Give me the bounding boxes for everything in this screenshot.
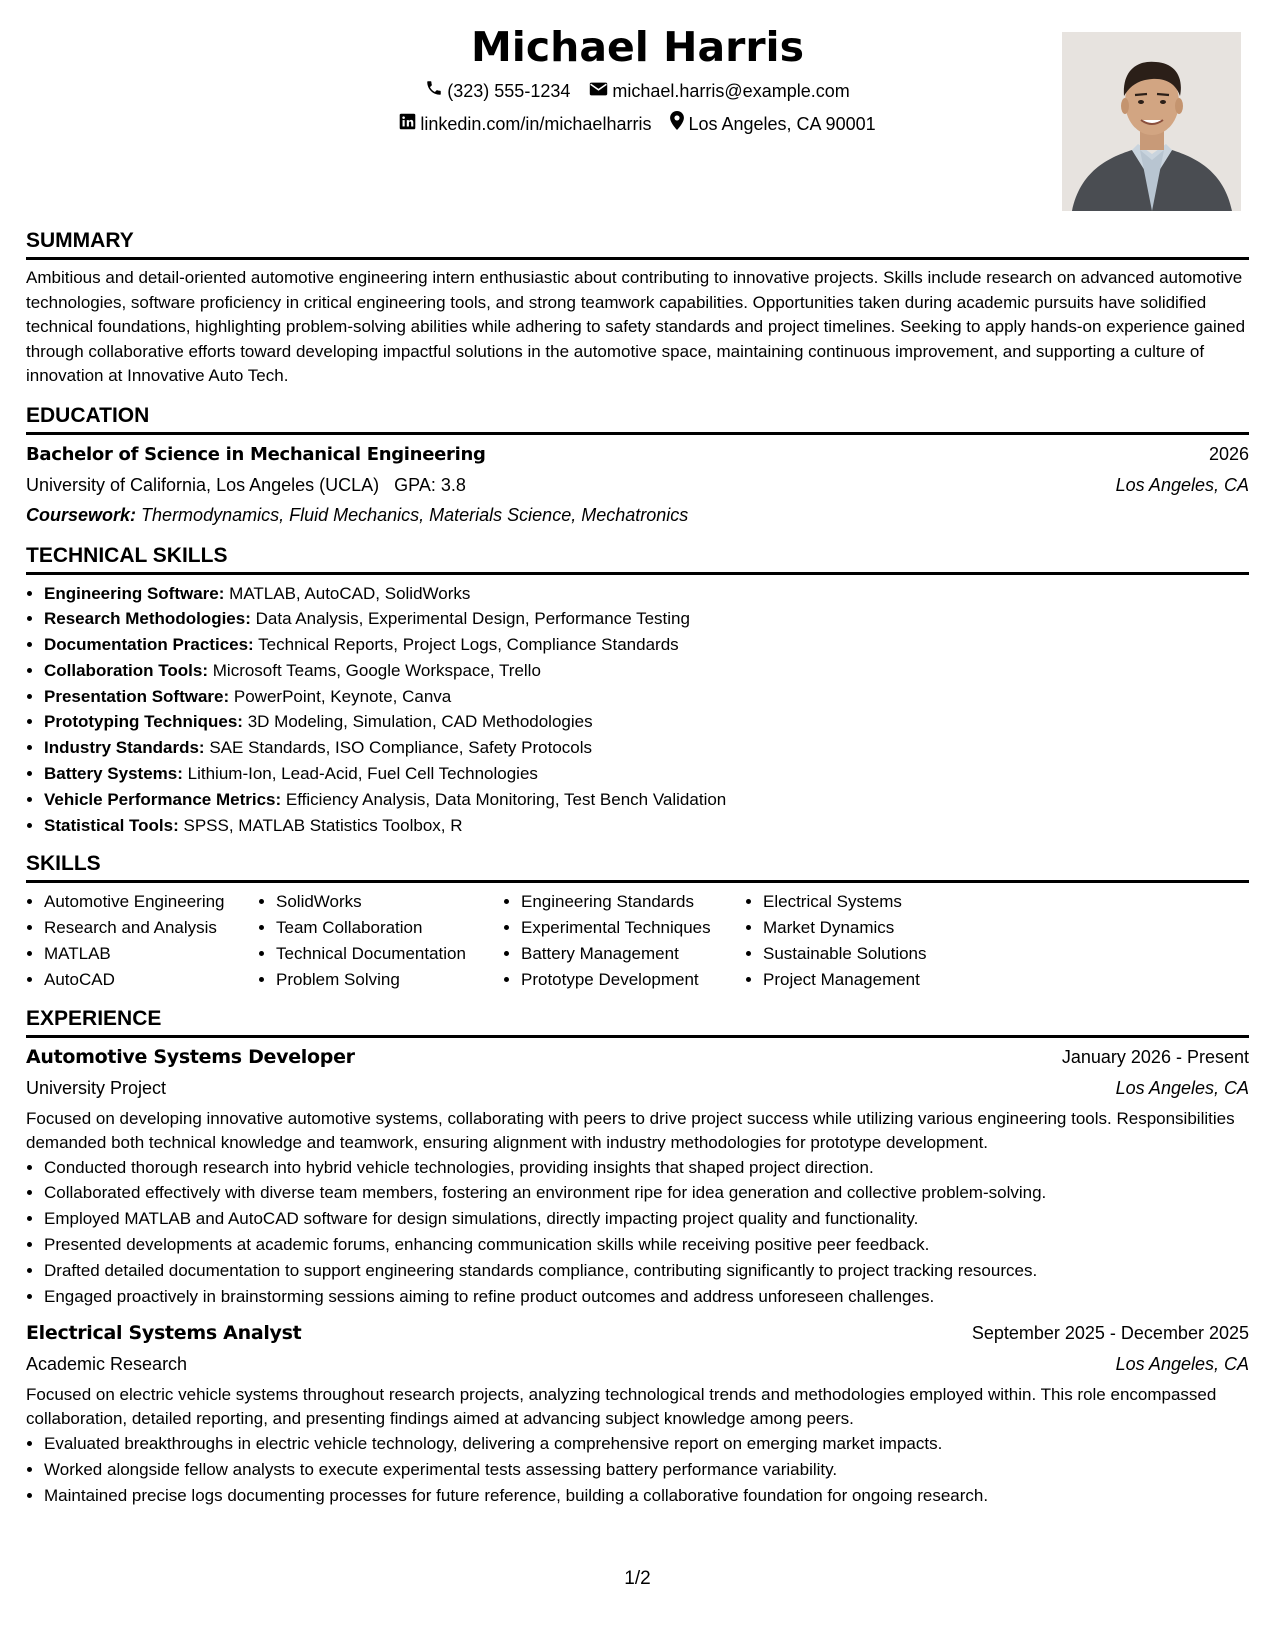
- resume-header: [26, 20, 1249, 216]
- list-item: • Battery Management: [521, 941, 745, 967]
- school-location: Los Angeles, CA: [1115, 474, 1249, 495]
- skills-column: [258, 889, 503, 992]
- location-text: Los Angeles, CA 90001: [688, 113, 876, 134]
- skills-column: [503, 889, 745, 992]
- phone-icon: [425, 79, 447, 103]
- experience-heading: EXPERIENCE: [26, 1006, 1249, 1038]
- linkedin-icon: [399, 112, 420, 136]
- phone-number: (323) 555-1234: [447, 81, 571, 101]
- list-item: • Sustainable Solutions: [763, 941, 1003, 967]
- skill-value: Microsoft Teams, Google Workspace, Trello: [212, 660, 541, 680]
- job-dates: September 2025 - December 2025: [971, 1323, 1249, 1344]
- list-item: [44, 813, 1249, 839]
- skill-label: Industry Standards:: [44, 738, 205, 758]
- list-item: • Project Management: [763, 967, 1003, 993]
- list-item: [44, 761, 1249, 787]
- list-item: • Market Dynamics: [763, 915, 1003, 941]
- list-item: • Automotive Engineering: [44, 889, 258, 915]
- job-bullets: [26, 1155, 1249, 1310]
- list-item: • Evaluated breakthroughs in electric vehicle technology, delivering a comprehensive report on emerging market impacts.: [44, 1431, 1249, 1457]
- list-item: • MATLAB: [44, 941, 258, 967]
- job-entry: [26, 1317, 1249, 1508]
- list-item: [44, 658, 1249, 684]
- degree-title: Bachelor of Science in Mechanical Engineering: [26, 443, 486, 465]
- summary-heading: SUMMARY: [26, 228, 1249, 260]
- skill-label: Statistical Tools:: [44, 815, 179, 835]
- list-item: • Problem Solving: [276, 967, 503, 993]
- education-heading: EDUCATION: [26, 403, 1249, 435]
- list-item: • Maintained precise logs documenting processes for future reference, building a collaborative foundation for ongoing research.: [44, 1483, 1249, 1509]
- email-address[interactable]: michael.harris@example.com: [612, 81, 850, 101]
- list-item: [44, 606, 1249, 632]
- phone-contact: [425, 79, 570, 103]
- gpa: GPA: 3.8: [394, 474, 466, 495]
- map-pin-icon: [670, 111, 688, 136]
- page-number: 1/2: [624, 1568, 651, 1589]
- list-item: • Electrical Systems: [763, 889, 1003, 915]
- list-item: • Engaged proactively in brainstorming sessions aiming to refine product outcomes and address unforeseen challenges.: [44, 1284, 1249, 1310]
- skill-value: PowerPoint, Keynote, Canva: [233, 686, 452, 706]
- skills-heading: SKILLS: [26, 851, 1249, 883]
- skill-value: Lithium-Ion, Lead-Acid, Fuel Cell Technologies: [187, 764, 538, 784]
- list-item: • Drafted detailed documentation to support engineering standards compliance, contributing significantly to project tracking resources.: [44, 1258, 1249, 1284]
- job-location: Los Angeles, CA: [1115, 1077, 1249, 1098]
- job-organization: University Project: [26, 1077, 167, 1098]
- graduation-year: 2026: [1208, 443, 1249, 464]
- job-bullets: [26, 1431, 1249, 1508]
- skill-label: Documentation Practices:: [44, 635, 254, 655]
- school-line: [26, 470, 466, 500]
- job-description: Focused on developing innovative automotive systems, collaborating with peers to drive project success while utilizing various engineering tools. Responsibilities demanded both technical knowledge and teamwork, ensuring alignment with industry methodologies for prototype development.: [26, 1108, 1235, 1152]
- list-item: [44, 709, 1249, 735]
- skill-label: Prototyping Techniques:: [44, 712, 243, 732]
- list-item: • Presented developments at academic forums, enhancing communication skills while receiving positive peer feedback.: [44, 1232, 1249, 1258]
- job-organization: Academic Research: [26, 1354, 188, 1375]
- skill-value: 3D Modeling, Simulation, CAD Methodologies: [247, 712, 593, 732]
- skill-value: MATLAB, AutoCAD, SolidWorks: [229, 583, 471, 603]
- school-name: University of California, Los Angeles (UCLA): [26, 474, 380, 495]
- list-item: • Employed MATLAB and AutoCAD software for design simulations, directly impacting project quality and functionality.: [44, 1206, 1249, 1232]
- envelope-icon: [589, 79, 612, 103]
- location-contact: [670, 111, 875, 136]
- list-item: • Research and Analysis: [44, 915, 258, 941]
- job-entry: [26, 1041, 1249, 1310]
- email-contact[interactable]: [589, 79, 849, 103]
- skills-column: [26, 889, 258, 992]
- linkedin-url[interactable]: linkedin.com/in/michaelharris: [420, 114, 652, 134]
- list-item: [44, 787, 1249, 813]
- list-item: [44, 581, 1249, 607]
- list-item: • Experimental Techniques: [521, 915, 745, 941]
- skill-value: Technical Reports, Project Logs, Compliance Standards: [258, 635, 679, 655]
- list-item: • AutoCAD: [44, 967, 258, 993]
- skills-grid: [26, 889, 1249, 992]
- list-item: [44, 632, 1249, 658]
- skill-label: Engineering Software:: [44, 583, 225, 603]
- skill-value: SAE Standards, ISO Compliance, Safety Protocols: [209, 738, 593, 758]
- list-item: • Collaborated effectively with diverse team members, fostering an environment ripe for idea generation and collective problem-solving.: [44, 1180, 1249, 1206]
- education-entry: [26, 439, 1249, 530]
- technical-skills-list: [26, 581, 1249, 839]
- profile-photo: [1062, 32, 1241, 211]
- skill-label: Battery Systems:: [44, 764, 183, 784]
- skill-label: Presentation Software:: [44, 686, 230, 706]
- list-item: [44, 684, 1249, 710]
- skill-label: Vehicle Performance Metrics:: [44, 789, 282, 809]
- linkedin-contact[interactable]: [399, 112, 651, 136]
- summary-text: Ambitious and detail-oriented automotive engineering intern enthusiastic about contributing to innovative projects. Skills include research on advanced automotive technologies, software proficiency in critical engineering tools, and strong teamwork capabilities. Opportunities taken during academic pursuits have solidified technical foundations, highlighting problem-solving abilities while adhering to safety standards and project timelines. Seeking to apply hands-on experience gained through collaborative efforts toward developing impactful solutions in the automotive space, maintaining continuous improvement, and supporting a culture of innovation at Innovative Auto Tech.: [26, 268, 1246, 385]
- coursework-label: Coursework:: [26, 504, 137, 525]
- list-item: • Worked alongside fellow analysts to execute experimental tests assessing battery performance variability.: [44, 1457, 1249, 1483]
- list-item: • Engineering Standards: [521, 889, 745, 915]
- list-item: • Conducted thorough research into hybrid vehicle technologies, providing insights that shaped project direction.: [44, 1155, 1249, 1181]
- resume-page: [26, 20, 1249, 1509]
- candidate-name: Michael Harris: [470, 23, 805, 71]
- list-item: • SolidWorks: [276, 889, 503, 915]
- job-title: Electrical Systems Analyst: [26, 1322, 302, 1345]
- job-title: Automotive Systems Developer: [26, 1045, 355, 1068]
- job-dates: January 2026 - Present: [1061, 1046, 1249, 1067]
- skill-label: Collaboration Tools:: [44, 660, 209, 680]
- list-item: [44, 735, 1249, 761]
- skill-label: Research Methodologies:: [44, 609, 251, 629]
- list-item: • Technical Documentation: [276, 941, 503, 967]
- skill-value: SPSS, MATLAB Statistics Toolbox, R: [183, 815, 463, 835]
- skill-value: Efficiency Analysis, Data Monitoring, Test Bench Validation: [285, 789, 727, 809]
- skills-column: [745, 889, 1003, 992]
- job-description: Focused on electric vehicle systems throughout research projects, analyzing technological trends and methodologies employed within. This role encompassed collaboration, detailed reporting, and presenting findings aimed at advancing subject knowledge among peers.: [26, 1385, 1217, 1429]
- technical-skills-heading: TECHNICAL SKILLS: [26, 543, 1249, 575]
- coursework-line: [26, 500, 1249, 530]
- job-location: Los Angeles, CA: [1115, 1354, 1249, 1375]
- skill-value: Data Analysis, Experimental Design, Performance Testing: [255, 609, 690, 629]
- list-item: • Team Collaboration: [276, 915, 503, 941]
- list-item: • Prototype Development: [521, 967, 745, 993]
- coursework-list: Thermodynamics, Fluid Mechanics, Materials Science, Mechatronics: [141, 504, 689, 525]
